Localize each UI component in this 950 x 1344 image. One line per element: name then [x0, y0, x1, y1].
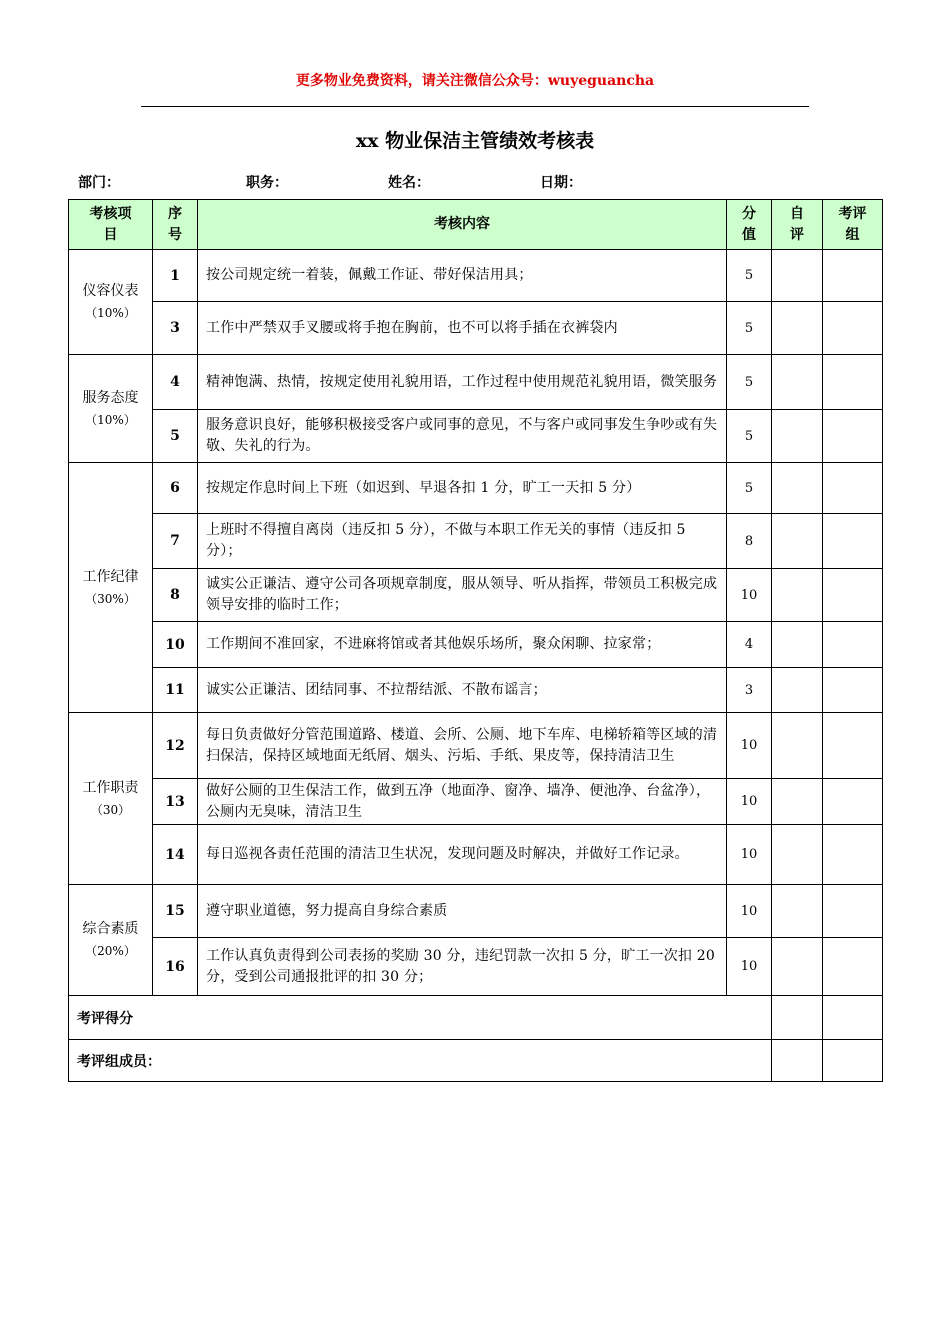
score-cell: 5 [727, 302, 772, 355]
table-row [69, 302, 883, 355]
content-cell: 上班时不得擅自离岗（违反扣 5 分），不做与本职工作无关的事情（违反扣 5 分）； [198, 514, 727, 569]
self-eval-cell[interactable] [772, 250, 823, 302]
content-cell: 精神饱满、热情，按规定使用礼貌用语，工作过程中使用规范礼貌用语，微笑服务 [198, 355, 727, 410]
self-eval-cell[interactable] [772, 668, 823, 713]
score-cell: 10 [727, 825, 772, 885]
content-cell: 工作认真负责得到公司表扬的奖励 30 分，违纪罚款一次扣 5 分，旷工一次扣 20 分，受到公司通报批评的扣 30 分； [198, 938, 727, 996]
category-cell: 工作职责 （30） [69, 713, 153, 885]
position-label: 职务： [246, 175, 288, 191]
self-eval-cell[interactable] [772, 355, 823, 410]
content-cell: 诚实公正谦洁、遵守公司各项规章制度，服从领导、听从指挥，带领员工积极完成领导安排的临时工作； [198, 569, 727, 622]
score-cell: 10 [727, 938, 772, 996]
header-seq: 序 号 [153, 200, 198, 250]
content-cell: 遵守职业道德，努力提高自身综合素质 [198, 885, 727, 938]
table-row [69, 410, 883, 463]
category-cell: 工作纪律 （30%） [69, 463, 153, 713]
score-cell: 5 [727, 410, 772, 463]
table-row [69, 885, 883, 938]
header-category: 考核项 目 [69, 200, 153, 250]
members-panel-cell[interactable] [823, 1040, 883, 1082]
self-eval-cell[interactable] [772, 463, 823, 514]
table-header-row [69, 200, 883, 250]
table-row [69, 622, 883, 668]
table-row [69, 938, 883, 996]
content-cell: 按规定作息时间上下班（如迟到、早退各扣 1 分，旷工一天扣 5 分） [198, 463, 727, 514]
members-self-cell[interactable] [772, 1040, 823, 1082]
seq-cell: 10 [153, 622, 198, 668]
category-cell: 仪容仪表 （10%） [69, 250, 153, 355]
score-cell: 10 [727, 713, 772, 779]
table-row [69, 514, 883, 569]
seq-cell: 16 [153, 938, 198, 996]
score-cell: 10 [727, 569, 772, 622]
header-panel-eval: 考评 组 [823, 200, 883, 250]
self-eval-cell[interactable] [772, 302, 823, 355]
total-self-eval-cell[interactable] [772, 996, 823, 1040]
page-title: xx 物业保洁主管绩效考核表 [355, 130, 595, 152]
seq-cell: 7 [153, 514, 198, 569]
seq-cell: 11 [153, 668, 198, 713]
table-row [69, 463, 883, 514]
score-cell: 10 [727, 885, 772, 938]
table-row [69, 779, 883, 825]
panel-members-row [69, 1040, 883, 1082]
category-cell: 综合素质 （20%） [69, 885, 153, 996]
content-cell: 按公司规定统一着装，佩戴工作证、带好保洁用具； [198, 250, 727, 302]
table-row [69, 250, 883, 302]
seq-cell: 14 [153, 825, 198, 885]
score-cell: 10 [727, 779, 772, 825]
content-cell: 工作中严禁双手叉腰或将手抱在胸前，也不可以将手插在衣裤袋内 [198, 302, 727, 355]
panel-eval-cell[interactable] [823, 779, 883, 825]
content-cell: 服务意识良好，能够积极接受客户或同事的意见，不与客户或同事发生争吵或有失敬、失礼的行为。 [198, 410, 727, 463]
seq-cell: 6 [153, 463, 198, 514]
seq-cell: 8 [153, 569, 198, 622]
panel-eval-cell[interactable] [823, 885, 883, 938]
content-cell: 做好公厕的卫生保洁工作，做到五净（地面净、窗净、墙净、便池净、台盆净），公厕内无臭味，清洁卫生 [198, 779, 727, 825]
header-content: 考核内容 [198, 200, 727, 250]
self-eval-cell[interactable] [772, 713, 823, 779]
panel-eval-cell[interactable] [823, 825, 883, 885]
panel-members-label: 考评组成员： [69, 1040, 772, 1082]
panel-eval-cell[interactable] [823, 514, 883, 569]
content-cell: 每日巡视各责任范围的清洁卫生状况，发现问题及时解决，并做好工作记录。 [198, 825, 727, 885]
assessment-table [68, 199, 883, 1082]
wechat-notice: 更多物业免费资料，请关注微信公众号：wuyeguancha [295, 73, 655, 89]
panel-eval-cell[interactable] [823, 410, 883, 463]
header-self-eval: 自 评 [772, 200, 823, 250]
department-label: 部门： [78, 175, 120, 191]
self-eval-cell[interactable] [772, 938, 823, 996]
self-eval-cell[interactable] [772, 779, 823, 825]
self-eval-cell[interactable] [772, 825, 823, 885]
score-cell: 5 [727, 463, 772, 514]
header-score: 分 值 [727, 200, 772, 250]
panel-eval-cell[interactable] [823, 250, 883, 302]
score-cell: 4 [727, 622, 772, 668]
seq-cell: 5 [153, 410, 198, 463]
category-cell: 服务态度 （10%） [69, 355, 153, 463]
seq-cell: 12 [153, 713, 198, 779]
seq-cell: 4 [153, 355, 198, 410]
table-row [69, 713, 883, 779]
content-cell: 诚实公正谦洁、团结同事、不拉帮结派、不散布谣言； [198, 668, 727, 713]
score-cell: 3 [727, 668, 772, 713]
panel-eval-cell[interactable] [823, 713, 883, 779]
seq-cell: 13 [153, 779, 198, 825]
score-cell: 5 [727, 250, 772, 302]
panel-eval-cell[interactable] [823, 668, 883, 713]
panel-eval-cell[interactable] [823, 622, 883, 668]
seq-cell: 1 [153, 250, 198, 302]
panel-eval-cell[interactable] [823, 938, 883, 996]
total-panel-eval-cell[interactable] [823, 996, 883, 1040]
header-rule [141, 106, 809, 107]
table-row [69, 825, 883, 885]
table-row [69, 668, 883, 713]
score-cell: 8 [727, 514, 772, 569]
seq-cell: 3 [153, 302, 198, 355]
total-score-row [69, 996, 883, 1040]
name-label: 姓名： [388, 175, 430, 191]
panel-eval-cell[interactable] [823, 569, 883, 622]
self-eval-cell[interactable] [772, 622, 823, 668]
self-eval-cell[interactable] [772, 569, 823, 622]
panel-eval-cell[interactable] [823, 463, 883, 514]
self-eval-cell[interactable] [772, 885, 823, 938]
total-score-label: 考评得分 [69, 996, 772, 1040]
panel-eval-cell[interactable] [823, 355, 883, 410]
table-row [69, 355, 883, 410]
table-row [69, 569, 883, 622]
date-label: 日期： [540, 175, 582, 191]
seq-cell: 15 [153, 885, 198, 938]
content-cell: 工作期间不准回家，不进麻将馆或者其他娱乐场所，聚众闲聊、拉家常； [198, 622, 727, 668]
self-eval-cell[interactable] [772, 514, 823, 569]
score-cell: 5 [727, 355, 772, 410]
panel-eval-cell[interactable] [823, 302, 883, 355]
content-cell: 每日负责做好分管范围道路、楼道、会所、公厕、地下车库、电梯轿箱等区域的清扫保洁，保持区域地面无纸屑、烟头、污垢、手纸、果皮等，保持清洁卫生 [198, 713, 727, 779]
self-eval-cell[interactable] [772, 410, 823, 463]
